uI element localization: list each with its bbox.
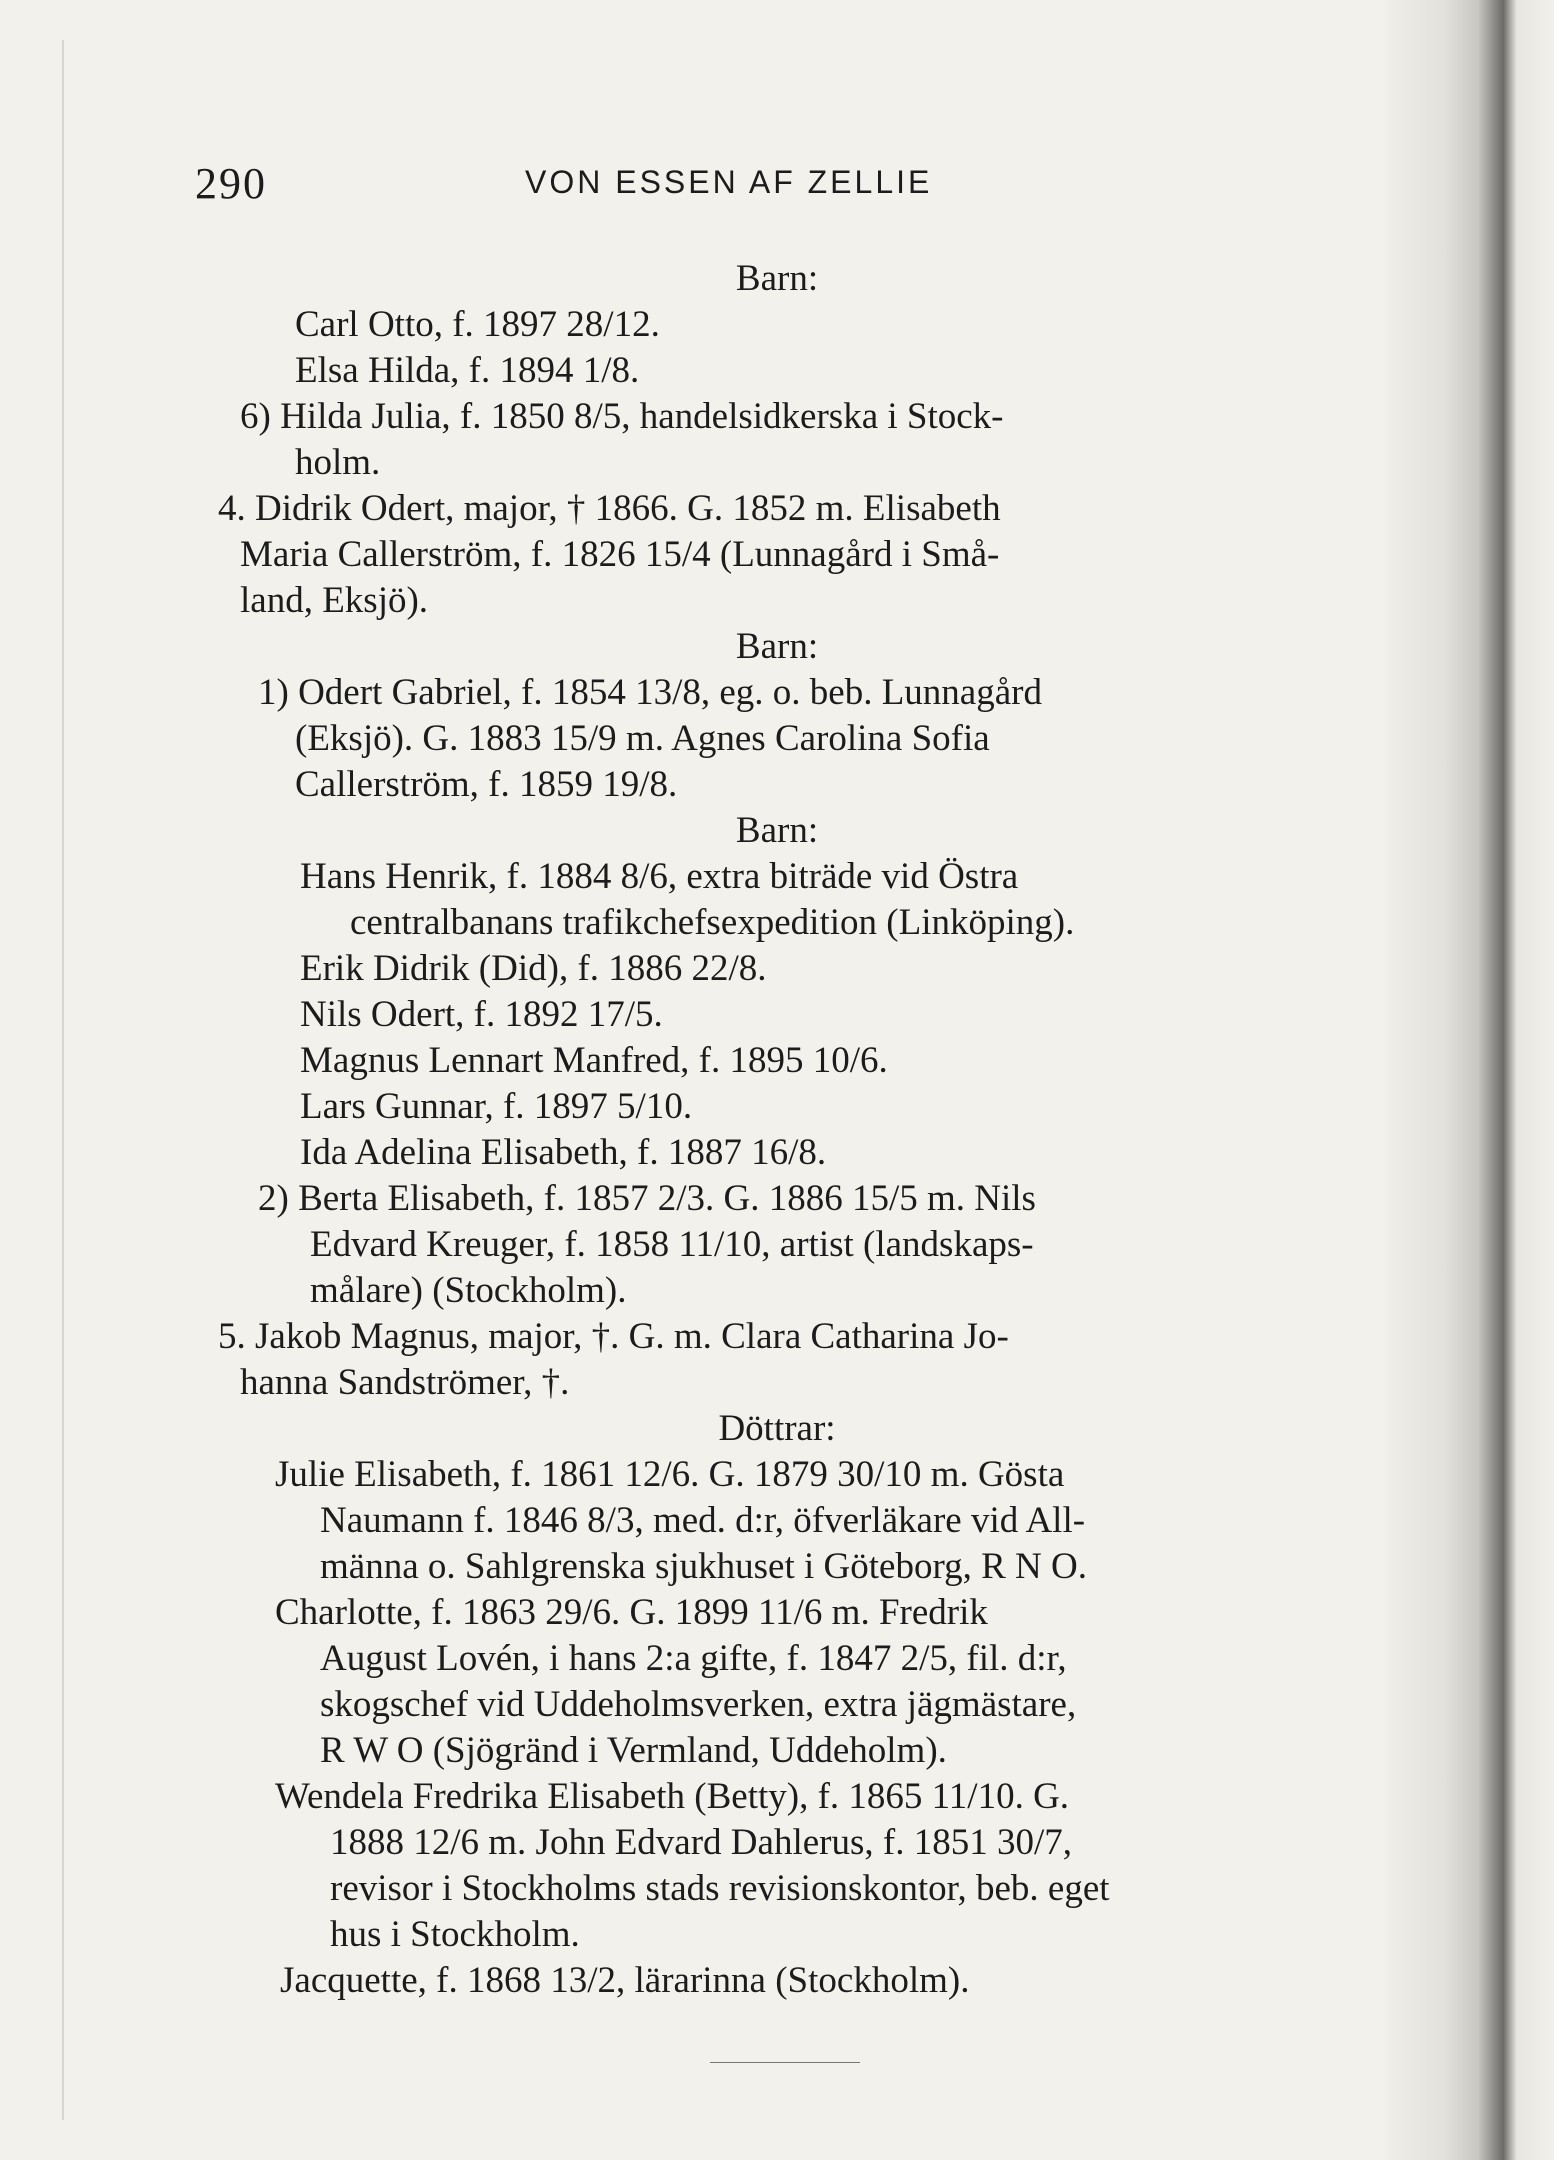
section-heading-children: Barn: [735,258,819,299]
section-heading-daughters: Döttrar: [718,1408,836,1449]
text-line: Nils Odert, f. 1892 17/5. [300,994,663,1035]
text-line: centralbanans trafikchefsexpedition (Linköping). [350,902,1075,943]
running-head [195,150,1355,210]
page-number: 290 [195,159,267,208]
section-heading-children: Barn: [735,626,819,667]
text-line: målare) (Stockholm). [310,1270,627,1311]
text-line: Edvard Kreuger, f. 1858 11/10, artist (landskaps- [310,1224,1034,1265]
text-line: Maria Callerström, f. 1826 15/4 (Lunnagård i Små- [240,534,1000,575]
text-line: skogschef vid Uddeholmsverken, extra jägmästare, [320,1684,1077,1725]
text-line: Wendela Fredrika Elisabeth (Betty), f. 1865 11/10. G. [275,1776,1070,1817]
text-line: männa o. Sahlgrenska sjukhuset i Göteborg, R N O. [320,1546,1087,1587]
page-header-title: VON ESSEN AF ZELLIE [525,164,933,200]
text-line: August Lovén, i hans 2:a gifte, f. 1847 2/5, fil. d:r, [320,1638,1067,1679]
text-line: Callerström, f. 1859 19/8. [295,764,678,805]
text-line: Magnus Lennart Manfred, f. 1895 10/6. [300,1040,888,1081]
text-line: Elsa Hilda, f. 1894 1/8. [295,350,640,391]
text-line: Lars Gunnar, f. 1897 5/10. [300,1086,693,1127]
book-binding-shadow [1385,0,1554,2160]
text-line: hanna Sandströmer, †. [240,1362,570,1403]
text-line: (Eksjö). G. 1883 15/9 m. Agnes Carolina Sofia [295,718,990,759]
text-line: 1) Odert Gabriel, f. 1854 13/8, eg. o. beb. Lunnagård [258,672,1042,713]
footer-rule [710,2062,860,2063]
text-line: holm. [295,442,381,483]
text-line: 4. Didrik Odert, major, † 1866. G. 1852 m. Elisabeth [218,488,1001,529]
text-line: Erik Didrik (Did), f. 1886 22/8. [300,948,767,989]
text-line: 1888 12/6 m. John Edvard Dahlerus, f. 1851 30/7, [330,1822,1072,1863]
text-line: Hans Henrik, f. 1884 8/6, extra biträde vid Östra [300,856,1019,897]
text-line: revisor i Stockholms stads revisionskontor, beb. eget [330,1868,1110,1909]
text-line: Jacquette, f. 1868 13/2, lärarinna (Stockholm). [280,1960,970,2001]
text-line: Julie Elisabeth, f. 1861 12/6. G. 1879 30/10 m. Gösta [275,1454,1065,1495]
text-line: hus i Stockholm. [330,1914,580,1955]
text-line: land, Eksjö). [240,580,429,621]
section-heading-children: Barn: [735,810,819,851]
text-line: Naumann f. 1846 8/3, med. d:r, öfverläkare vid All- [320,1500,1086,1541]
text-line: Charlotte, f. 1863 29/6. G. 1899 11/6 m. Fredrik [275,1592,988,1633]
text-line: 6) Hilda Julia, f. 1850 8/5, handelsidkerska i Stock- [240,396,1004,437]
text-line: 2) Berta Elisabeth, f. 1857 2/3. G. 1886 15/5 m. Nils [258,1178,1036,1219]
text-line: Carl Otto, f. 1897 28/12. [295,304,660,345]
text-line: Ida Adelina Elisabeth, f. 1887 16/8. [300,1132,827,1173]
page-edge [62,40,64,2120]
text-line: 5. Jakob Magnus, major, †. G. m. Clara Catharina Jo- [218,1316,1009,1357]
text-line: R W O (Sjögränd i Vermland, Uddeholm). [320,1730,947,1771]
